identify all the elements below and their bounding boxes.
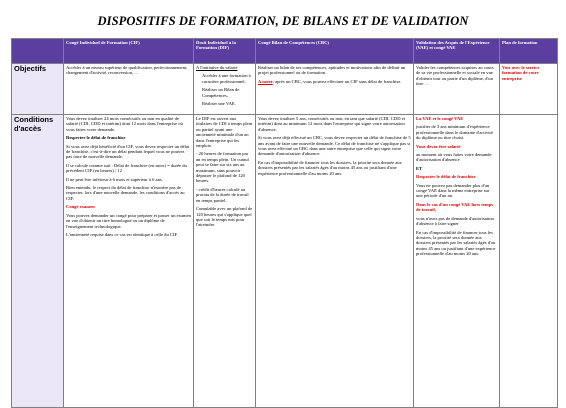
cbc-paragraph: En cas d'impossibilité de financer tous les dossiers, la priorité sera donnée aux dossiers présentés par les salariés âgés d'au moins 45 ans ou justifiant d'une expérience professionnelle d'au moins 20 ans. xyxy=(258,159,402,176)
header-cbc: Congé Bilan de Compétences (CBC) xyxy=(256,39,414,64)
cif-paragraph: Il se calcule comme suit : Délai de franchise (en mois) = durée du précédent CIF (en heures) / 12 xyxy=(66,162,187,174)
cell-objectifs-cbc xyxy=(256,64,414,115)
cif-paragraph: L'ancienneté requise dans ce cas est identique à celle du CIF. xyxy=(66,231,178,237)
dif-intro: A l'initiative du salarié xyxy=(196,65,238,70)
header-plan: Plan de formation xyxy=(500,39,558,64)
dif-paragraph: Le DIF est ouvert aux titulaires de CDI à temps plein ou partiel ayant une ancienneté minimale d'un an dans l'entreprise qui les emploie. xyxy=(196,116,253,149)
header-vae: Validation des Acquis de l'Expérience (VAE) et congé VAE xyxy=(414,39,500,64)
cif-paragraph: Vous devez totaliser 24 mois consécutifs ou non en qualité de salarié (CDI, CDD et intérim) dont 12 mois dans l'entreprise où vous faites votre demande. xyxy=(66,116,183,132)
vae-et: ET xyxy=(416,165,423,171)
cbc-paragraph: Si vous avez déjà effectué un CBC, vous devez respecter un délai de franchise de 5 ans avant de faire une nouvelle demande. Ce délai de franchise ne s'applique pas si vous avez effectué un CBC dans une autre entreprise que celle qui signe votre demande d'autorisation d'absence. xyxy=(258,135,411,157)
row-label-conditions: Conditions d'accès xyxy=(12,115,64,408)
cell-objectifs-cif: Accéder à un niveau supérieur de qualification, perfectionnement, changement d'activité, reconversion, … xyxy=(64,64,194,115)
row-objectifs xyxy=(12,64,558,115)
header-empty xyxy=(12,39,64,64)
vae-heading: Dans le cas d'un congé VAE hors temps de travail, xyxy=(416,201,494,213)
cbc-note-label: A noter xyxy=(258,78,273,84)
vae-paragraph: Vous ne pouvez pas demander plus d'un congé VAE dans la même entreprise sur une période d'un an. xyxy=(416,182,490,199)
header-cif: Congé Individuel de Formation (CIF) xyxy=(64,39,194,64)
cell-objectifs-dif xyxy=(194,64,256,115)
dif-paragraph: - crédit d'heures calculé au prorata de la durée de travail en temps partiel. xyxy=(196,186,249,203)
row-conditions xyxy=(12,115,558,408)
cell-conditions-vae xyxy=(414,115,500,408)
cell-objectifs-vae: Valider les compétences acquises au cours de sa vie professionnelle et sociale en vue d'obtenir tout ou partie d'un diplôme, d'un titre … xyxy=(414,64,500,115)
dif-item: Accéder à une formation à caractère professionnel, xyxy=(202,73,251,84)
dif-paragraph: - 20 heures de formation par an en temps plein. Un cumul peut se faire sur six ans au maximum, sans pouvoir dépasser le plafond de 120 heures. xyxy=(196,151,249,184)
cif-paragraph: Vous pouvez demander un congé pour préparer et passer un examen en vue d'obtenir un titre homologué ou un diplôme de l'enseignement technologique. xyxy=(66,212,191,229)
cell-objectifs-plan: Voir avec le service formation de votre entreprise xyxy=(500,64,558,115)
cbc-paragraph: Vous devez totaliser 5 ans, consécutifs ou non, en tant que salarié (CDI, CDD et intérim) dont au minimum 12 mois dans l'entreprise qui signe votre autorisation d'absence. xyxy=(258,116,406,132)
vae-heading: Respecter le délai de franchise xyxy=(416,174,476,180)
cell-conditions-cbc xyxy=(256,115,414,408)
cif-heading: Congé examen xyxy=(66,204,95,210)
cif-paragraph: Il ne peut être inférieur à 6 mois et supérieur à 6 ans. xyxy=(66,176,163,182)
header-dif: Droit Individuel à la Formation (DIF) xyxy=(194,39,256,64)
cif-paragraph: Bien entendu, le respect du délai de franchise n'exonère pas de respecter, lors d'une nouvelle demande, les conditions d'accès au CIF. xyxy=(66,185,185,201)
vae-paragraph: vous n'avez pas de demande d'autorisation d'absence à faire signer xyxy=(416,215,494,227)
cif-heading: Respecter le délai de franchise xyxy=(66,135,126,141)
cbc-note-text: : après un CBC, vous pouvez effectuer un CIF sans délai de franchise. xyxy=(272,78,402,84)
vae-paragraph: En cas d'impossibilité de financer tous les dossiers, la priorité sera donnée aux dossiers présentés par les salariés âgés d'au moins 45 ans ou justifiant d'une expérience professionnelle d'au moins 20 ans. xyxy=(416,229,496,257)
page-title: DISPOSITIFS DE FORMATION, DE BILANS ET DE VALIDATION xyxy=(97,14,469,28)
vae-heading: La VAE et le congé VAE xyxy=(416,116,464,121)
dif-item: Réaliser une VAE. xyxy=(202,101,236,107)
dif-item: Réaliser un Bilan de Compétences, xyxy=(202,87,240,98)
vae-heading: Vous devez être salarié xyxy=(416,143,461,149)
cell-conditions-dif xyxy=(194,115,256,408)
header-row xyxy=(12,39,558,64)
cbc-objectif-text: Réaliser un bilan de ses compétences, aptitudes et motivations afin de définir un projet professionnel ou de formation. xyxy=(258,65,406,76)
cell-conditions-cif xyxy=(64,115,194,408)
cif-paragraph: Si vous avez déjà bénéficié d'un CIF, vous devez respecter un délai de franchise, c'est-à-dire un délai pendant lequel vous ne pouvez pas faire de nouvelle demande. xyxy=(66,143,190,160)
cell-conditions-plan xyxy=(500,115,558,408)
row-label-objectifs: Objectifs xyxy=(12,64,64,115)
dif-paragraph: Cumulable avec un plafond de 120 heures qui s'applique quel que soit le temps mis pour l'atteindre. xyxy=(196,206,253,228)
vae-paragraph: au moment où vous faites votre demande d'autorisation d'absence xyxy=(416,152,492,163)
vae-paragraph: justifier de 3 ans minimum d'expérience professionnelle dans le domaine d'activité du diplôme ou titre choisi. xyxy=(416,124,493,141)
cbc-note xyxy=(258,79,411,84)
dispositifs-table xyxy=(11,38,558,408)
